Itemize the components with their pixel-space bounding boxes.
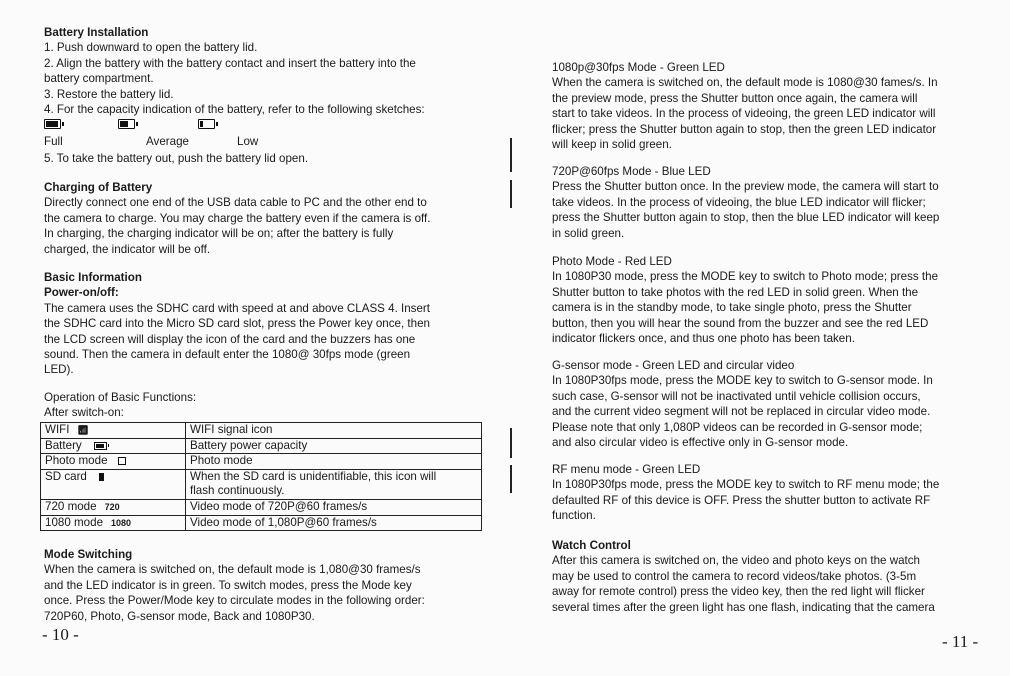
battery-step-1: 1. Push downward to open the battery lid. <box>44 41 258 55</box>
battery-full-icon <box>44 119 61 129</box>
section-heading: 1080p@30fps Mode - Green LED <box>552 61 725 74</box>
section-line: may be used to control the camera to record videos/take photos. (3-5m <box>552 569 917 583</box>
page-number-left: - 10 - <box>42 625 79 644</box>
battery-low-label: Low <box>237 135 259 148</box>
table-cell <box>41 469 186 499</box>
section-heading: RF menu mode - Green LED <box>552 463 701 476</box>
section-line: press the Shutter button again to stop, then the blue LED indicator will keep <box>552 211 940 225</box>
table-row <box>41 454 482 470</box>
table-cell <box>186 499 482 515</box>
section-heading: Photo Mode - Red LED <box>552 255 672 268</box>
basic-info-line-3: the LCD screen will display the icon of the card and the buzzers has one <box>44 332 416 346</box>
table-row <box>41 438 482 454</box>
table-cell <box>41 438 186 454</box>
battery-step-2: 2. Align the battery with the battery contact and insert the battery into the <box>44 56 416 70</box>
charging-section <box>44 180 484 257</box>
section-watch <box>552 538 992 615</box>
section-line: After this camera is switched on, the video and photo keys on the watch <box>552 554 920 568</box>
table-row <box>41 499 482 515</box>
section-line: and also circular video is effective only in G-sensor mode. <box>552 436 849 450</box>
battery-average-icon <box>118 119 135 129</box>
section-line: In 1080P30fps mode, press the MODE key to switch to G-sensor mode. In <box>552 374 933 388</box>
basic-information-heading: Basic Information <box>44 271 142 284</box>
mode-switching-line-2: and the LED indicator is in green. To switch modes, press the Mode key <box>44 578 412 592</box>
table-cell <box>186 515 482 531</box>
table-cell <box>41 499 186 515</box>
mode-switching-heading: Mode Switching <box>44 548 133 561</box>
wifi-icon: 📶︎ <box>77 425 89 435</box>
battery-installation-heading: Battery Installation <box>44 26 149 39</box>
section-line: will keep in solid green. <box>552 138 672 152</box>
table-row <box>41 423 482 439</box>
row-name: 1080 mode <box>45 515 104 529</box>
charging-line-4: charged, the indicator will be off. <box>44 242 211 256</box>
section-line: in solid green. <box>552 226 625 240</box>
section-line: In 1080P30 mode, press the MODE key to switch to Photo mode; press the <box>552 270 939 284</box>
row-name: 720 mode <box>45 499 97 513</box>
battery-installation-section <box>44 25 484 117</box>
section-line: flicker; press the Shutter button again to stop, then the green LED indicator <box>552 122 937 136</box>
binding-mark <box>510 138 512 172</box>
section-line: the preview mode, press the Shutter button once again, the camera will <box>552 91 918 105</box>
battery-icon <box>94 442 107 450</box>
row-desc-cont: flash continuously. <box>190 484 285 498</box>
basic-info-line-5: LED). <box>44 363 74 377</box>
section-line: In 1080P30fps mode, press the MODE key to switch to RF menu mode; the <box>552 478 940 492</box>
basic-info-line-1: The camera uses the SDHC card with speed at and above CLASS 4. Insert <box>44 301 431 315</box>
charging-heading: Charging of Battery <box>44 181 153 194</box>
section-1080 <box>552 60 992 152</box>
table-row <box>41 469 482 499</box>
row-name: WIFI <box>45 423 70 436</box>
table-cell <box>186 469 482 499</box>
battery-low-icon <box>198 119 215 129</box>
section-720 <box>552 164 992 241</box>
left-page <box>44 0 484 676</box>
section-line: function. <box>552 509 596 523</box>
section-line: take videos. In the process of videoing, the blue LED indicator will flicker; <box>552 195 926 209</box>
table-cell <box>186 438 482 454</box>
row-name: Battery <box>45 438 82 452</box>
table-cell <box>41 515 186 531</box>
charging-line-2: the camera to charge. You may charge the battery even if the camera is off. <box>44 211 431 225</box>
basic-info-line-2: the SDHC card into the Micro SD card slot, press the Power key once, then <box>44 317 430 331</box>
charging-line-1: Directly connect one end of the USB data cable to PC and the other end to <box>44 196 427 210</box>
section-line: camera is in the standby mode, to take single photo, press the Shutter <box>552 301 912 315</box>
section-line: defaulted RF of this device is OFF. Press the shutter button to activate RF <box>552 493 931 507</box>
section-line: indicator flickers once, and thus one photo has been taken. <box>552 332 855 346</box>
row-desc: Video mode of 1,080P@60 frames/s <box>190 515 377 529</box>
section-line: away for remote control) press the video key, then the red light will flicker <box>552 585 925 599</box>
battery-step-5: 5. To take the battery out, push the battery lid open. <box>44 152 309 165</box>
section-line: Please note that only 1,080P videos can be recorded in G-sensor mode; <box>552 420 923 434</box>
mode-switching-line-1: When the camera is switched on, the default mode is 1,080@30 frames/s <box>44 563 421 577</box>
section-line: Shutter button to take photos with the red LED in solid green. When the <box>552 285 919 299</box>
section-line: and the current video segment will not be replaced in circular video mode. <box>552 405 931 419</box>
battery-step-3: 3. Restore the battery lid. <box>44 87 174 101</box>
table-cell <box>41 423 186 439</box>
section-line: several times after the green light has one flash, indicating that the camera <box>552 600 935 614</box>
operation-subtitle: After switch-on: <box>44 406 124 420</box>
basic-functions-table <box>40 422 482 531</box>
section-gsensor <box>552 358 992 450</box>
row-desc: WIFI signal icon <box>190 423 273 436</box>
row-desc: Battery power capacity <box>190 438 308 452</box>
row-name: SD card <box>45 469 87 483</box>
section-heading: 720P@60fps Mode - Blue LED <box>552 165 711 178</box>
1080-mode-icon: 1080 <box>111 517 132 528</box>
binding-mark <box>510 428 512 458</box>
battery-level-icons <box>44 118 344 132</box>
720-mode-icon: 720 <box>104 501 120 512</box>
table-cell <box>186 423 482 439</box>
section-line: start to take videos. In the process of videoing, the green LED indicator will <box>552 107 936 121</box>
section-rf <box>552 462 992 524</box>
section-heading: G-sensor mode - Green LED and circular video <box>552 359 795 372</box>
section-line: Press the Shutter button once. In the preview mode, the camera will start to <box>552 180 939 194</box>
basic-info-line-4: sound. Then the camera in default enter the 1080@ 30fps mode (green <box>44 348 411 362</box>
section-line: such case, G-sensor will not be inactivated until vehicle collision occurs, <box>552 389 921 403</box>
battery-full-label: Full <box>44 135 63 148</box>
battery-average-label: Average <box>146 135 189 148</box>
operation-title: Operation of Basic Functions: <box>44 391 197 404</box>
battery-step-4: 4. For the capacity indication of the battery, refer to the following sketches: <box>44 103 425 117</box>
power-on-off-heading: Power-on/off: <box>44 286 119 300</box>
sd-card-icon <box>99 473 104 481</box>
table-cell <box>41 454 186 470</box>
row-desc: Video mode of 720P@60 frames/s <box>190 499 368 513</box>
mode-switching-section <box>44 547 484 624</box>
table-row <box>41 515 482 531</box>
battery-step-2-cont: battery compartment. <box>44 72 154 86</box>
section-heading: Watch Control <box>552 539 631 552</box>
mode-switching-line-4: 720P60, Photo, G-sensor mode, Back and 1080P30. <box>44 609 315 623</box>
row-desc: Photo mode <box>190 454 253 468</box>
charging-line-3: In charging, the charging indicator will be on; after the battery is fully <box>44 227 394 241</box>
row-desc: When the SD card is unidentifiable, this icon will <box>190 469 437 483</box>
camera-icon <box>118 457 126 465</box>
basic-information-section <box>44 270 484 378</box>
operation-section <box>44 390 484 421</box>
binding-mark <box>510 180 512 208</box>
binding-mark <box>510 465 512 493</box>
row-name: Photo mode <box>45 454 108 468</box>
section-line: When the camera is switched on, the default mode is 1080@30 fames/s. In <box>552 76 938 90</box>
table-cell <box>186 454 482 470</box>
page-number-right: - 11 - <box>942 632 979 651</box>
section-line: button, then you will hear the sound from the buzzer and see the red LED <box>552 316 929 330</box>
right-page <box>552 0 992 676</box>
section-photo <box>552 254 992 346</box>
mode-switching-line-3: once. Press the Power/Mode key to circulate modes in the following order: <box>44 594 425 608</box>
